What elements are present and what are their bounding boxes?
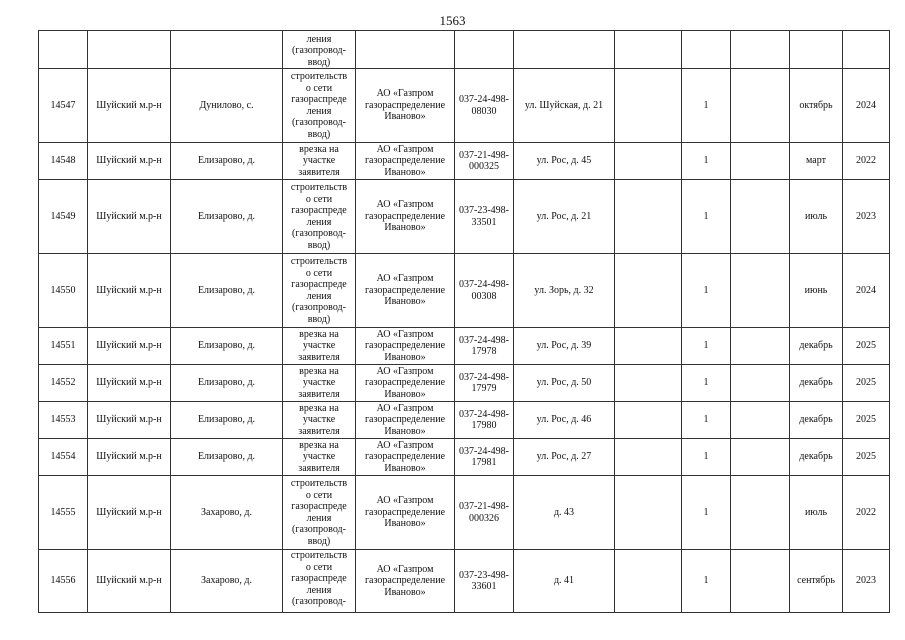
cell-organization: АО «Газпром газораспределение Иваново» bbox=[356, 402, 455, 439]
cell-organization: АО «Газпром газораспределение Иваново» bbox=[356, 439, 455, 476]
work-line: врезка на bbox=[299, 365, 339, 377]
cell-empty-a bbox=[615, 143, 682, 180]
cell-empty-a bbox=[615, 180, 682, 254]
cell-quantity: 1 bbox=[682, 402, 731, 439]
cell-district: Шуйский м.р-н bbox=[88, 69, 171, 143]
cell-month: декабрь bbox=[790, 365, 843, 402]
cell-settlement: Елизарово, д. bbox=[171, 143, 283, 180]
cell-empty-b bbox=[731, 328, 790, 365]
cell-year: 2025 bbox=[843, 365, 890, 402]
continuation-row bbox=[39, 31, 890, 69]
work-line: (газопровод- bbox=[292, 524, 346, 535]
work-line: заявителя bbox=[298, 462, 340, 474]
work-line: заявителя bbox=[298, 351, 340, 363]
cell-empty-a bbox=[615, 254, 682, 328]
work-line: (газопровод- bbox=[292, 302, 346, 313]
cell-year: 2025 bbox=[843, 328, 890, 365]
cell-month: июнь bbox=[790, 254, 843, 328]
cell-work-type bbox=[283, 402, 356, 439]
cell-quantity: 1 bbox=[682, 143, 731, 180]
work-line: о сети bbox=[305, 561, 333, 573]
work-line: строительств bbox=[290, 478, 348, 489]
cell-empty-b bbox=[731, 31, 790, 69]
work-line: (газопровод- bbox=[292, 45, 346, 56]
cell-settlement: Елизарово, д. bbox=[171, 254, 283, 328]
cell-settlement: Дунилово, с. bbox=[171, 69, 283, 143]
work-line: врезка на bbox=[299, 439, 339, 451]
cell-organization: АО «Газпром газораспределение Иваново» bbox=[356, 365, 455, 402]
table-row bbox=[39, 254, 890, 328]
cell-empty-a bbox=[615, 476, 682, 550]
cell-month: декабрь bbox=[790, 439, 843, 476]
cell-work-type bbox=[283, 180, 356, 254]
cell-district: Шуйский м.р-н bbox=[88, 180, 171, 254]
cell-empty-a bbox=[615, 328, 682, 365]
cell-organization: АО «Газпром газораспределение Иваново» bbox=[356, 254, 455, 328]
cell-empty-b bbox=[731, 180, 790, 254]
cell-address: ул. Рос, д. 46 bbox=[514, 402, 615, 439]
cell-settlement bbox=[171, 31, 283, 69]
cell-district: Шуйский м.р-н bbox=[88, 439, 171, 476]
work-line: строительств bbox=[290, 256, 348, 267]
table-row bbox=[39, 365, 890, 402]
work-line: участке bbox=[302, 414, 336, 426]
cell-month: декабрь bbox=[790, 328, 843, 365]
cell-quantity: 1 bbox=[682, 550, 731, 613]
cell-empty-b bbox=[731, 439, 790, 476]
cell-settlement: Елизарово, д. bbox=[171, 402, 283, 439]
cell-address: ул. Зорь, д. 32 bbox=[514, 254, 615, 328]
cell-address: д. 43 bbox=[514, 476, 615, 550]
cell-empty-b bbox=[731, 550, 790, 613]
cell-address: д. 41 bbox=[514, 550, 615, 613]
cell-empty-a bbox=[615, 402, 682, 439]
cell-contract bbox=[455, 31, 514, 69]
cell-district: Шуйский м.р-н bbox=[88, 550, 171, 613]
work-line: заявителя bbox=[298, 425, 340, 437]
work-line: газораспреде bbox=[291, 573, 347, 584]
cell-number: 14554 bbox=[39, 439, 88, 476]
cell-quantity: 1 bbox=[682, 476, 731, 550]
cell-number: 14555 bbox=[39, 476, 88, 550]
cell-month bbox=[790, 31, 843, 69]
work-line: ления bbox=[306, 512, 332, 524]
cell-district: Шуйский м.р-н bbox=[88, 254, 171, 328]
cell-contract: 037-24-498-08030 bbox=[455, 69, 514, 143]
table-row bbox=[39, 328, 890, 365]
cell-settlement: Елизарово, д. bbox=[171, 365, 283, 402]
table-row bbox=[39, 439, 890, 476]
cell-number: 14556 bbox=[39, 550, 88, 613]
cell-number bbox=[39, 31, 88, 69]
cell-district bbox=[88, 31, 171, 69]
work-line: врезка на bbox=[299, 143, 339, 155]
table-row bbox=[39, 402, 890, 439]
work-line: ввод) bbox=[307, 313, 331, 325]
cell-year: 2024 bbox=[843, 254, 890, 328]
cell-settlement: Елизарово, д. bbox=[171, 180, 283, 254]
cell-organization: АО «Газпром газораспределение Иваново» bbox=[356, 69, 455, 143]
cell-district: Шуйский м.р-н bbox=[88, 402, 171, 439]
cell-month: сентябрь bbox=[790, 550, 843, 613]
work-line: газораспреде bbox=[291, 279, 347, 290]
cell-work-type bbox=[283, 439, 356, 476]
cell-address: ул. Рос, д. 45 bbox=[514, 143, 615, 180]
cell-empty-a bbox=[615, 550, 682, 613]
cell-settlement: Елизарово, д. bbox=[171, 439, 283, 476]
cell-contract: 037-24-498-00308 bbox=[455, 254, 514, 328]
cell-number: 14551 bbox=[39, 328, 88, 365]
work-line: (газопровод- bbox=[292, 228, 346, 239]
work-line: врезка на bbox=[299, 402, 339, 414]
table-row bbox=[39, 69, 890, 143]
cell-month: март bbox=[790, 143, 843, 180]
work-line: ввод) bbox=[307, 56, 331, 68]
cell-contract: 037-21-498-000326 bbox=[455, 476, 514, 550]
cell-organization: АО «Газпром газораспределение Иваново» bbox=[356, 476, 455, 550]
cell-address: ул. Шуйская, д. 21 bbox=[514, 69, 615, 143]
cell-organization: АО «Газпром газораспределение Иваново» bbox=[356, 180, 455, 254]
work-line: ввод) bbox=[307, 239, 331, 251]
cell-quantity: 1 bbox=[682, 69, 731, 143]
cell-settlement: Захарово, д. bbox=[171, 476, 283, 550]
cell-address: ул. Рос, д. 27 bbox=[514, 439, 615, 476]
cell-address: ул. Рос, д. 50 bbox=[514, 365, 615, 402]
work-line: заявителя bbox=[298, 388, 340, 400]
cell-work-type bbox=[283, 328, 356, 365]
cell-year: 2023 bbox=[843, 180, 890, 254]
work-line: участке bbox=[302, 377, 336, 389]
cell-year bbox=[843, 31, 890, 69]
cell-number: 14548 bbox=[39, 143, 88, 180]
cell-year: 2024 bbox=[843, 69, 890, 143]
cell-organization bbox=[356, 31, 455, 69]
cell-contract: 037-23-498-33601 bbox=[455, 550, 514, 613]
cell-address: ул. Рос, д. 21 bbox=[514, 180, 615, 254]
cell-empty-b bbox=[731, 254, 790, 328]
cell-number: 14550 bbox=[39, 254, 88, 328]
cell-month: июль bbox=[790, 180, 843, 254]
cell-work-type bbox=[283, 143, 356, 180]
cell-year: 2022 bbox=[843, 143, 890, 180]
work-line: ввод) bbox=[307, 535, 331, 547]
cell-work-type bbox=[283, 476, 356, 550]
cell-settlement: Захарово, д. bbox=[171, 550, 283, 613]
cell-empty-b bbox=[731, 476, 790, 550]
cell-month: октябрь bbox=[790, 69, 843, 143]
cell-contract: 037-21-498-000325 bbox=[455, 143, 514, 180]
cell-settlement: Елизарово, д. bbox=[171, 328, 283, 365]
work-line: газораспреде bbox=[291, 501, 347, 512]
work-line: газораспреде bbox=[291, 205, 347, 216]
cell-quantity: 1 bbox=[682, 365, 731, 402]
cell-quantity: 1 bbox=[682, 439, 731, 476]
cell-contract: 037-24-498-17978 bbox=[455, 328, 514, 365]
cell-quantity: 1 bbox=[682, 180, 731, 254]
cell-year: 2023 bbox=[843, 550, 890, 613]
cell-district: Шуйский м.р-н bbox=[88, 476, 171, 550]
cell-district: Шуйский м.р-н bbox=[88, 365, 171, 402]
cell-month: декабрь bbox=[790, 402, 843, 439]
cell-quantity: 1 bbox=[682, 328, 731, 365]
cell-work-type bbox=[283, 69, 356, 143]
work-line: строительств bbox=[290, 71, 348, 82]
work-line: ления bbox=[306, 290, 332, 302]
work-line: строительств bbox=[290, 550, 348, 561]
cell-number: 14552 bbox=[39, 365, 88, 402]
cell-empty-a bbox=[615, 439, 682, 476]
cell-number: 14547 bbox=[39, 69, 88, 143]
cell-number: 14553 bbox=[39, 402, 88, 439]
cell-empty-b bbox=[731, 69, 790, 143]
cell-empty-b bbox=[731, 143, 790, 180]
cell-year: 2022 bbox=[843, 476, 890, 550]
work-line: (газопровод- bbox=[292, 596, 346, 607]
work-line: о сети bbox=[305, 267, 333, 279]
cell-quantity: 1 bbox=[682, 254, 731, 328]
cell-contract: 037-24-498-17980 bbox=[455, 402, 514, 439]
work-line: газораспреде bbox=[291, 94, 347, 105]
work-line: о сети bbox=[305, 193, 333, 205]
cell-address bbox=[514, 31, 615, 69]
cell-address: ул. Рос, д. 39 bbox=[514, 328, 615, 365]
work-line: (газопровод- bbox=[292, 117, 346, 128]
cell-number: 14549 bbox=[39, 180, 88, 254]
table-row bbox=[39, 476, 890, 550]
work-line: ввод) bbox=[307, 128, 331, 140]
cell-contract: 037-24-498-17981 bbox=[455, 439, 514, 476]
cell-organization: АО «Газпром газораспределение Иваново» bbox=[356, 143, 455, 180]
work-line: участке bbox=[302, 451, 336, 463]
table-row bbox=[39, 143, 890, 180]
cell-work-type bbox=[283, 31, 356, 69]
work-line: участке bbox=[302, 155, 336, 167]
cell-empty-a bbox=[615, 365, 682, 402]
cell-quantity bbox=[682, 31, 731, 69]
cell-year: 2025 bbox=[843, 439, 890, 476]
cell-empty-a bbox=[615, 31, 682, 69]
cell-work-type bbox=[283, 550, 356, 613]
work-line: ления bbox=[306, 105, 332, 117]
work-line: врезка на bbox=[299, 328, 339, 340]
work-line: о сети bbox=[305, 82, 333, 94]
cell-organization: АО «Газпром газораспределение Иваново» bbox=[356, 550, 455, 613]
cell-work-type bbox=[283, 254, 356, 328]
work-line: участке bbox=[302, 340, 336, 352]
cell-district: Шуйский м.р-н bbox=[88, 143, 171, 180]
cell-year: 2025 bbox=[843, 402, 890, 439]
cell-empty-b bbox=[731, 402, 790, 439]
work-line: строительств bbox=[290, 182, 348, 193]
cell-contract: 037-23-498-33501 bbox=[455, 180, 514, 254]
cell-month: июль bbox=[790, 476, 843, 550]
gas-connection-table bbox=[38, 30, 890, 613]
table-row bbox=[39, 180, 890, 254]
cell-work-type bbox=[283, 365, 356, 402]
cell-empty-a bbox=[615, 69, 682, 143]
work-line: ления bbox=[306, 33, 332, 45]
work-line: ления bbox=[306, 216, 332, 228]
work-line: о сети bbox=[305, 489, 333, 501]
work-line: ления bbox=[306, 584, 332, 596]
cell-organization: АО «Газпром газораспределение Иваново» bbox=[356, 328, 455, 365]
page-number: 1563 bbox=[439, 13, 466, 28]
cell-contract: 037-24-498-17979 bbox=[455, 365, 514, 402]
table-row bbox=[39, 550, 890, 613]
cell-empty-b bbox=[731, 365, 790, 402]
cell-district: Шуйский м.р-н bbox=[88, 328, 171, 365]
work-line: заявителя bbox=[298, 166, 340, 178]
